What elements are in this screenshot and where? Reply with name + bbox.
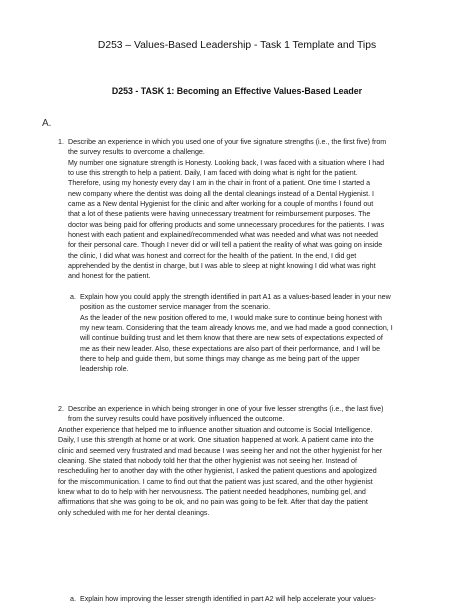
q2-paragraph (68, 404, 383, 425)
q1-line: to use this strength to help a patient. Daily, I am faced with doing what is right for the patient. (68, 169, 358, 178)
q2-line: from the survey results could have positively influenced the outcome. (68, 415, 285, 424)
document-subtitle: D253 - TASK 1: Becoming an Effective Values-Based Leader (111, 86, 363, 96)
q1a-line: will continue building trust and let them know that there are new sets of expectations expected of (80, 334, 383, 343)
q1-line: that a lot of these patients were having unnecessary treatment for reimbursement purposes. The (68, 210, 371, 219)
q1-line: for their personal care. Though I never did or will tell a patient the reality of what was going on inside (68, 241, 383, 250)
q1-line: new company where the dentist was doing all the dental cleanings instead of a Dental Hygienist. I (68, 189, 375, 198)
q1-line: doctor was being paid for offering products and some unnecessary procedures for the patients. I was (68, 220, 385, 229)
q1-line: My number one signature strength is Honesty. Looking back, I was faced with a situation where I had (68, 158, 385, 167)
q2-answer-line: affirmations that she was going to be ok, and no pain was going to be felt. After that day the patient (58, 498, 368, 507)
q1-line: Therefore, using my honesty every day I am in the chair in front of a patient. One time I started a (68, 179, 371, 188)
section-marker: A. (42, 118, 52, 129)
document-title: D253 – Values-Based Leadership - Task 1 Template and Tips (97, 40, 377, 51)
q1-line: the survey results to overcome a challenge. (68, 148, 205, 157)
q1a-line: leadership role. (80, 365, 129, 374)
q1a-line: there to help and guide them, but some things may change as me being part of the upper (80, 355, 360, 364)
q1a-marker: a. (70, 293, 76, 301)
q1-line: came as a New dental Hygienist for the clinic and after working for a couple of months I found out (68, 200, 374, 209)
q2-answer-line: cleaning. She stated that nobody told her that the other hygienist was not seeing her. Instead of (58, 457, 357, 466)
q1-line: honest with each patient and explained/recommended what was needed and what was not needed (68, 231, 378, 240)
q2-line: Describe an experience in which being stronger in one of your five lesser strengths (i.e., the last five) (68, 405, 384, 413)
q1-paragraph (68, 137, 386, 282)
q2-marker: 2. (58, 405, 64, 413)
q2-answer-line: only scheduled with me for her dental cleanings. (58, 508, 210, 517)
q1a-paragraph (80, 292, 393, 375)
q2-answer-line: Another experience that helped me to influence another situation and outcome is Social Intelligence. (58, 426, 373, 434)
q1-line: and honest for the patient. (68, 272, 151, 281)
q1-line: apprehended by the dentist in charge, but I was able to sleep at night knowing I did what was right (68, 262, 376, 271)
q2-answer (58, 425, 382, 518)
q1-line: Describe an experience in which you used one of your five signature strengths (i.e., the first five) from (68, 138, 387, 146)
q1-line: the clinic, I did what was honest and correct for the health of the patient. In the end, I did get (68, 251, 357, 260)
q2a-marker: a. (70, 595, 76, 603)
q1a-line: my new team. Considering that the team already knows me, and we had made a good connection, I (80, 324, 393, 333)
q1a-line: me as their new leader. Also, these expectations are also part of their performance, and I will be (80, 344, 381, 353)
q1a-line: position as the customer service manager from the scenario. (80, 303, 271, 312)
q1-marker: 1. (58, 138, 64, 146)
q2a-text: Explain how improving the lesser strength identified in part A2 will help accelerate your values- (80, 595, 377, 603)
q2-answer-line: knew what to do to help with her nervousness. The patient needed headphones, numbing gel, and (58, 488, 366, 497)
q1a-line: As the leader of the new position offered to me, I would make sure to continue being honest with (80, 313, 382, 322)
q2-answer-line: clinic and seemed very frustrated and mad because I was seeing her and not the other hygienist for her (58, 446, 383, 455)
q1a-line: Explain how you could apply the strength identified in part A1 as a values-based leader in your new (80, 293, 391, 301)
q2-answer-line: Daily, I use this strength at home or at work. One situation happened at work. A patient came into the (58, 436, 374, 445)
q2-answer-line: rescheduling her to another day with the other hygienist, I asked the patient questions and apologized (58, 467, 377, 476)
q2-answer-line: for the miscommunication. I came to find out that the patient was just scared, and the other hygienist (58, 477, 373, 486)
